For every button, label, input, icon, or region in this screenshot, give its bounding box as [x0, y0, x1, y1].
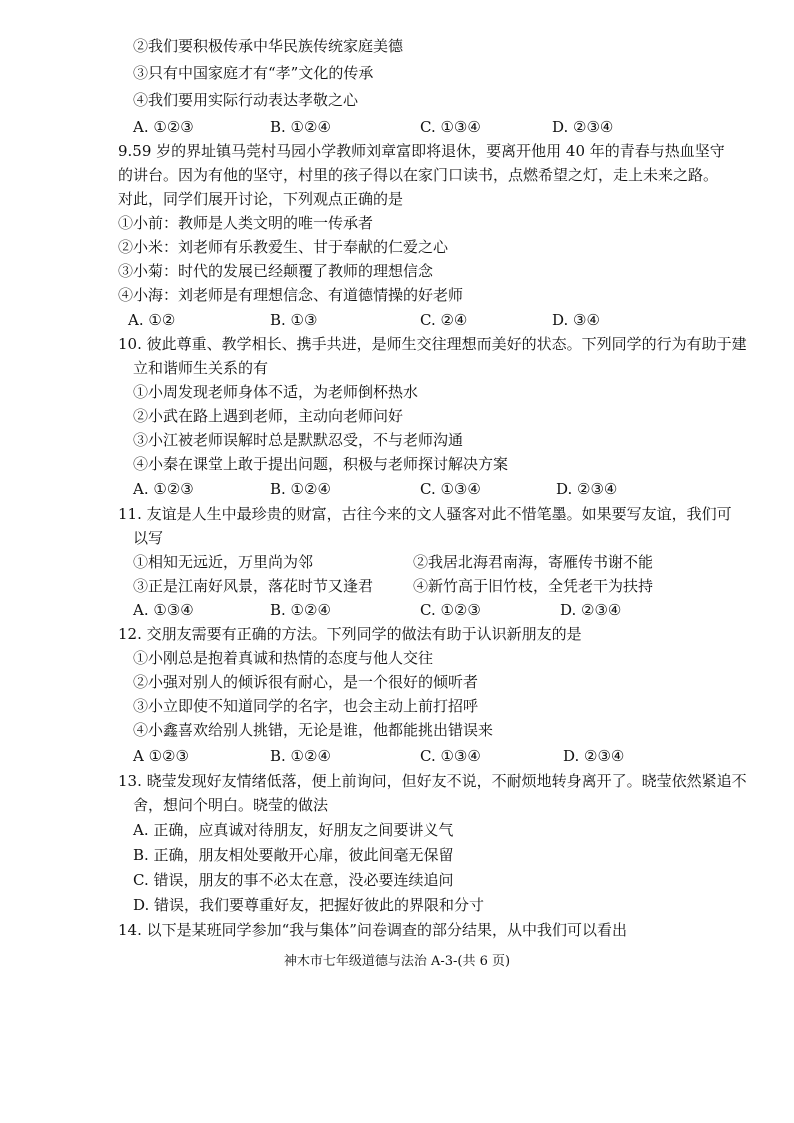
- q10-option-d: D. ②③④: [556, 480, 618, 498]
- q9-option-a: A. ①②: [128, 311, 176, 329]
- q12-statement-1: ①小刚总是抱着真诚和热情的态度与他人交往: [133, 649, 434, 667]
- q10-option-c: C. ①③④: [420, 480, 481, 498]
- q12-option-c: C. ①③④: [420, 747, 481, 765]
- q11-statement-2: ②我居北海君南海，寄雁传书谢不能: [413, 553, 654, 571]
- option-b: B. ①②④: [270, 118, 331, 136]
- q11-statement-4: ④新竹高于旧竹枝，全凭老干为扶持: [413, 577, 654, 595]
- q13-option-a: A. 正确，应真诚对待朋友，好朋友之间要讲义气: [133, 821, 454, 839]
- q12-statement-4: ④小鑫喜欢给别人挑错，无论是谁，他都能挑出错误来: [133, 721, 494, 739]
- q10-statement-2: ②小武在路上遇到老师，主动向老师问好: [133, 407, 404, 425]
- q11-statement-1: ①相知无远近，万里尚为邻: [133, 553, 314, 571]
- q11-stem-line-2: 以写: [133, 529, 164, 547]
- q14-stem-line-1: 14. 以下是某班同学参加“我与集体”问卷调查的部分结果，从中我们可以看出: [118, 921, 627, 939]
- q9-statement-1: ①小前：教师是人类文明的唯一传承者: [118, 214, 374, 232]
- q12-option-a: A ①②③: [133, 747, 189, 765]
- q10-stem-line-1: 10. 彼此尊重、教学相长、携手共进，是师生交往理想而美好的状态。下列同学的行为有助于建: [118, 335, 747, 353]
- option-c: C. ①③④: [420, 118, 481, 136]
- q9-option-c: C. ②④: [420, 311, 468, 329]
- q13-stem-line-2: 舍，想问个明白。晓莹的做法: [133, 796, 329, 814]
- q12-statement-2: ②小强对别人的倾诉很有耐心，是一个很好的倾听者: [133, 673, 479, 691]
- q9-option-d: D. ③④: [552, 311, 600, 329]
- q9-stem-line-1: 9.59 岁的界址镇马莞村马园小学教师刘章富即将退休，要离开他用 40 年的青春与热血坚守: [118, 142, 725, 160]
- q11-option-c: C. ①②③: [420, 601, 481, 619]
- q11-statement-3: ③正是江南好风景，落花时节又逢君: [133, 577, 374, 595]
- page-footer: 神木市七年级道德与法治 A-3-(共 6 页): [283, 954, 511, 969]
- q10-option-b: B. ①②④: [270, 480, 331, 498]
- q11-option-a: A. ①③④: [133, 601, 194, 619]
- q9-statement-2: ②小米：刘老师有乐教爱生、甘于奉献的仁爱之心: [118, 238, 449, 256]
- q10-option-a: A. ①②③: [133, 480, 194, 498]
- q13-option-b: B. 正确，朋友相处要敞开心扉，彼此间毫无保留: [133, 846, 454, 864]
- q13-stem-line-1: 13. 晓莹发现好友情绪低落，便上前询问，但好友不说，不耐烦地转身离开了。晓莹依然紧追不: [118, 772, 747, 790]
- q9-option-b: B. ①③: [270, 311, 318, 329]
- q13-option-c: C. 错误，朋友的事不必太在意，没必要连续追问: [133, 871, 454, 889]
- q11-option-b: B. ①②④: [270, 601, 331, 619]
- option-d: D. ②③④: [552, 118, 614, 136]
- statement-4: ④我们要用实际行动表达孝敬之心: [133, 91, 359, 109]
- q10-statement-1: ①小周发现老师身体不适，为老师倒杯热水: [133, 383, 419, 401]
- q13-option-d: D. 错误，我们要尊重好友，把握好彼此的界限和分寸: [133, 896, 485, 914]
- q9-stem-line-3: 对此，同学们展开讨论，下列观点正确的是: [118, 190, 404, 208]
- q9-statement-3: ③小菊：时代的发展已经颠覆了教师的理想信念: [118, 262, 434, 280]
- statement-2: ②我们要积极传承中华民族传统家庭美德: [133, 37, 404, 55]
- q9-stem-line-2: 的讲台。因为有他的坚守，村里的孩子得以在家门口读书，点燃希望之灯，走上未来之路。: [118, 166, 719, 184]
- q9-statement-4: ④小海：刘老师是有理想信念、有道德情操的好老师: [118, 286, 464, 304]
- option-a: A. ①②③: [133, 118, 194, 136]
- q12-statement-3: ③小立即使不知道同学的名字，也会主动上前打招呼: [133, 697, 479, 715]
- q10-stem-line-2: 立和谐师生关系的有: [133, 359, 269, 377]
- statement-3: ③只有中国家庭才有“孝”文化的传承: [133, 64, 374, 82]
- q10-statement-3: ③小江被老师误解时总是默默忍受，不与老师沟通: [133, 431, 464, 449]
- q12-option-d: D. ②③④: [563, 747, 625, 765]
- q12-option-b: B. ①②④: [270, 747, 331, 765]
- q11-stem-line-1: 11. 友谊是人生中最珍贵的财富，古往今来的文人骚客对此不惜笔墨。如果要写友谊，我们可: [118, 505, 732, 523]
- q10-statement-4: ④小秦在课堂上敢于提出问题，积极与老师探讨解决方案: [133, 455, 509, 473]
- q12-stem-line-1: 12. 交朋友需要有正确的方法。下列同学的做法有助于认识新朋友的是: [118, 625, 582, 643]
- q11-option-d: D. ②③④: [560, 601, 622, 619]
